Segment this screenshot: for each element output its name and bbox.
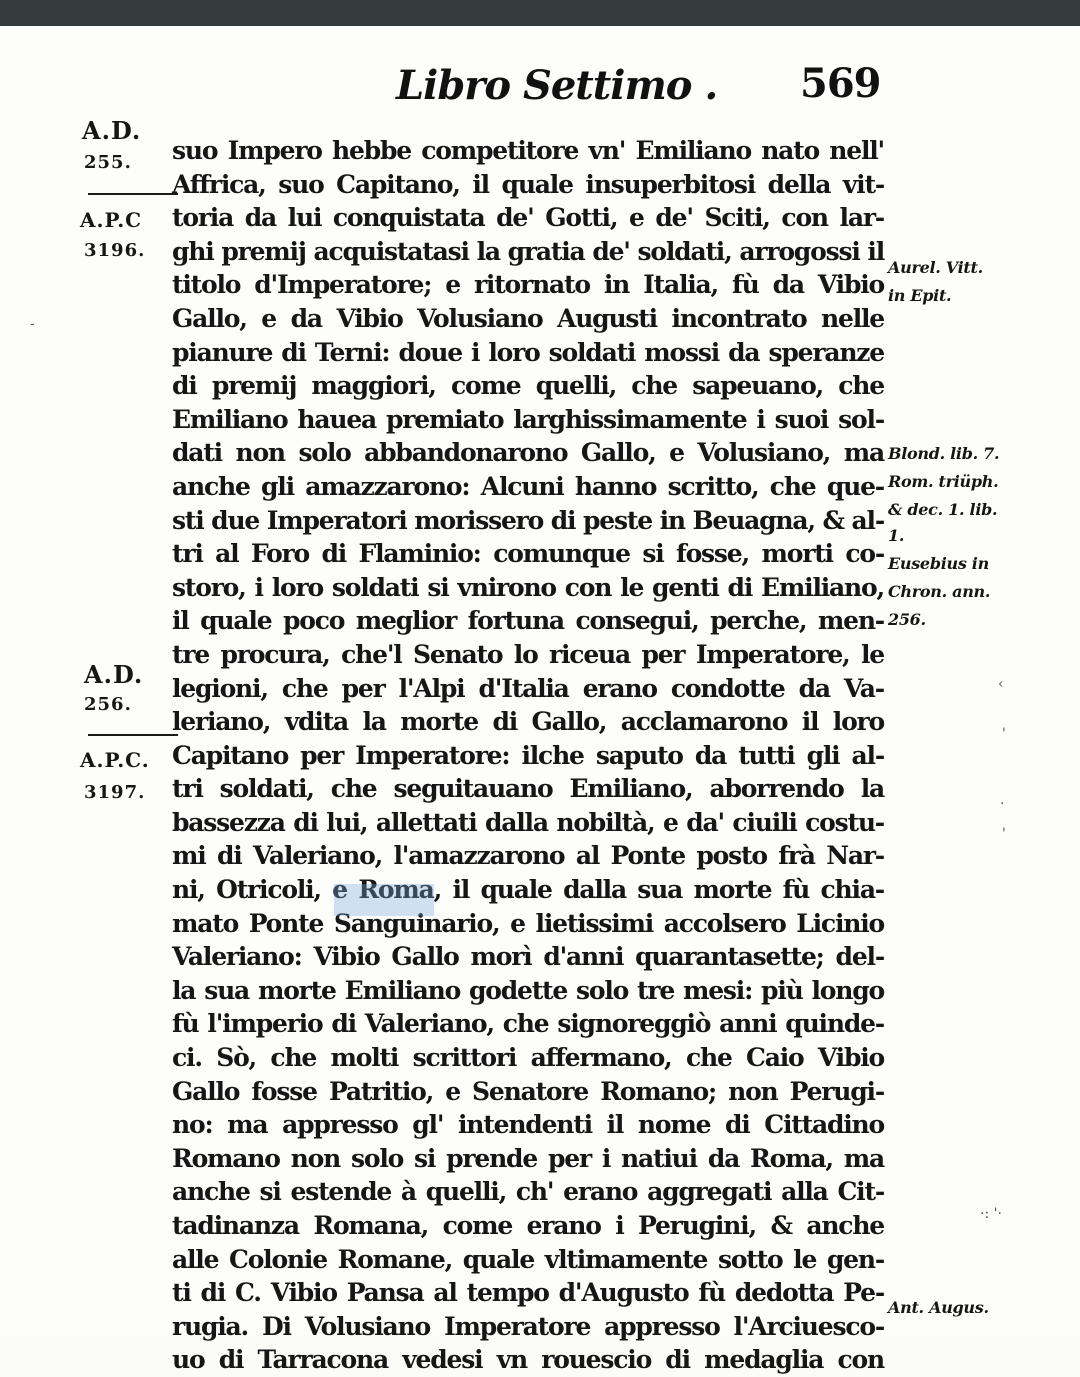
scan-speck: ': [1002, 726, 1006, 742]
text-line-selected[interactable]: mato Ponte Sanguinario, e lietissimi accolsero Licinio: [172, 908, 884, 938]
margin-date-apc-2: A.P.C.: [80, 748, 150, 772]
text-line: il quale poco meglior fortuna consegui, perche, men-: [172, 606, 884, 636]
text-line: Capitano per Imperatore: ilche saputo da tutti gli al-: [172, 740, 884, 770]
margin-note: & dec. 1. lib.: [888, 500, 998, 519]
text-line: tre procura, che'l Senato lo riceua per Imperatore, le: [172, 639, 884, 669]
text-line: di premij maggiori, come quelli, che sapeuano, che: [172, 371, 884, 401]
text-selection-highlight: [334, 884, 434, 916]
page-number: 569: [800, 60, 881, 107]
text-line: uo di Tarracona vedesi vn rouescio di medaglia con: [172, 1345, 884, 1375]
text-line: bassezza di lui, allettati dalla nobiltà, e da' ciuili costu-: [172, 807, 884, 837]
book-page: [0, 26, 1080, 1375]
text-line: ni, Otricoli, e Roma, il quale dalla sua morte fù chia-: [172, 875, 884, 905]
text-line: fù l'imperio di Valeriano, che signoreggiò anni quinde-: [172, 1009, 884, 1039]
scan-speck: ·: '·: [980, 1206, 1002, 1222]
text-line: pianure di Terni: doue i loro soldati mossi da speranze: [172, 337, 884, 367]
text-line: tri al Foro di Flaminio: comunque si fosse, morti co-: [172, 539, 884, 569]
text-line: Gallo fosse Patritio, e Senatore Romano; non Perugi-: [172, 1076, 884, 1106]
text-line: la sua morte Emiliano godette solo tre mesi: più longo: [172, 975, 884, 1005]
text-line: Affrica, suo Capitano, il quale insuperbitosi della vit-: [172, 169, 884, 199]
text-line: dati non solo abbandonarono Gallo, e Volusiano, ma: [172, 438, 884, 468]
text-line: Gallo, e da Vibio Volusiano Augusti incontrato nelle: [172, 303, 884, 333]
margin-date-ad-2: A.D.: [84, 660, 144, 689]
margin-note: Chron. ann.: [888, 582, 991, 601]
text-line: anche si estende à quelli, ch' erano aggregati alla Cit-: [172, 1177, 884, 1207]
text-line: rugia. Di Volusiano Imperatore appresso l'Arciuesco-: [172, 1311, 884, 1341]
margin-note: Ant. Augus.: [888, 1298, 989, 1317]
margin-note: Eusebius in: [888, 554, 989, 573]
text-line: no: ma appresso gl' intendenti il nome di Cittadino: [172, 1110, 884, 1140]
margin-note: Aurel. Vitt.: [888, 258, 983, 277]
margin-note: in Epit.: [888, 286, 952, 305]
text-line: ti di C. Vibio Pansa al tempo d'Augusto fù dedotta Pe-: [172, 1278, 884, 1308]
text-line: Valeriano: Vibio Gallo morì d'anni quarantasette; del-: [172, 942, 884, 972]
scan-speck: ': [1002, 826, 1006, 842]
text-line: alle Colonie Romane, quale vltimamente sotto le gen-: [172, 1244, 884, 1274]
text-line: Romano non solo si prende per i natiui da Roma, ma: [172, 1143, 884, 1173]
scan-speck: -: [30, 316, 35, 332]
viewer-top-bar: [0, 0, 1080, 26]
text-line: storo, i loro soldati si vnirono con le genti di Emiliano,: [172, 572, 884, 602]
margin-year-ad: 255.: [84, 152, 132, 173]
text-line: ci. Sò, che molti scrittori affermano, che Caio Vibio: [172, 1043, 884, 1073]
text-line: suo Impero hebbe competitore vn' Emiliano nato nell': [172, 136, 884, 165]
margin-note: 256.: [888, 610, 926, 629]
running-title: Libro Settimo .: [396, 62, 718, 109]
text-line: ghi premij acquistatasi la gratia de' soldati, arrogossi il: [172, 236, 884, 266]
margin-year-apc-2: 3197.: [84, 782, 146, 803]
margin-date-ad: A.D.: [82, 116, 142, 145]
margin-date-apc: A.P.C: [80, 208, 143, 232]
text-line: toria da lui conquistata de' Gotti, e de' Sciti, con lar-: [172, 203, 884, 233]
text-line: titolo d'Imperatore; e ritornato in Italia, fù da Vibio: [172, 270, 884, 300]
text-line: tri soldati, che seguitauano Emiliano, aborrendo la: [172, 774, 884, 804]
margin-note: Rom. triüph.: [888, 472, 999, 491]
scan-speck: ·: [1000, 796, 1005, 812]
scan-speck: ‹: [998, 676, 1004, 692]
text-line: Emiliano hauea premiato larghissimamente i suoi sol-: [172, 404, 884, 434]
text-line: mi di Valeriano, l'amazzarono al Ponte posto frà Nar-: [172, 841, 884, 871]
margin-year-ad-2: 256.: [84, 694, 132, 715]
margin-rule: [88, 193, 178, 195]
text-line: legioni, che per l'Alpi d'Italia erano condotte da Va-: [172, 673, 884, 703]
text-line: tadinanza Romana, come erano i Perugini, & anche: [172, 1211, 884, 1240]
page-header: [0, 60, 1080, 120]
margin-rule-2: [88, 734, 178, 736]
text-line: leriano, vdita la morte di Gallo, acclamarono il loro: [172, 707, 884, 737]
margin-note: 1.: [888, 526, 905, 545]
margin-note: Blond. lib. 7.: [888, 444, 1000, 463]
margin-year-apc: 3196.: [84, 240, 146, 261]
text-line: sti due Imperatori morissero di peste in Beuagna, & al-: [172, 505, 884, 535]
text-line: anche gli amazzarono: Alcuni hanno scritto, che que-: [172, 471, 884, 501]
body-text: [172, 134, 884, 1377]
